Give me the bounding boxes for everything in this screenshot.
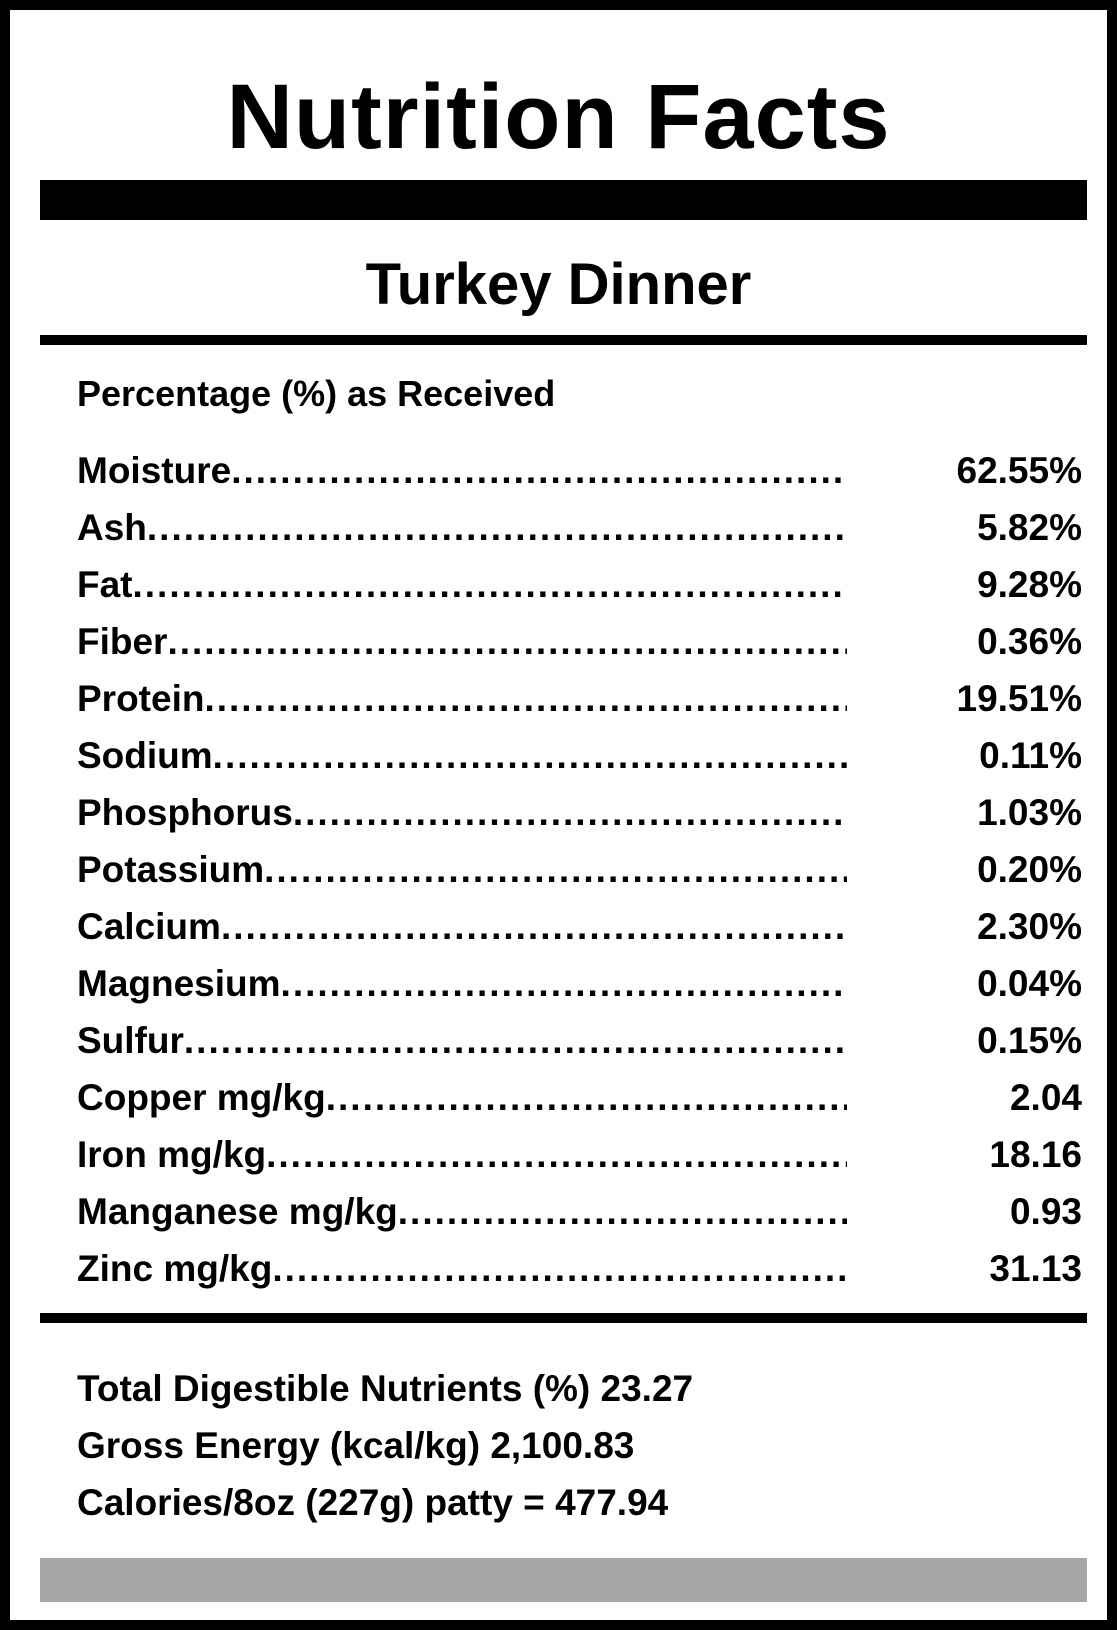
nutrient-row-protein (77, 670, 1082, 727)
nutrient-row-phosphorus (77, 784, 1082, 841)
nutrient-name: Sulfur (77, 1020, 184, 1061)
nutrient-row-copper (77, 1069, 1082, 1126)
nutrient-name: Manganese mg/kg (77, 1191, 398, 1232)
nutrient-value: 18.16 (989, 1134, 1082, 1175)
nutrient-row-magnesium (77, 955, 1082, 1012)
nutrient-value: 0.36% (977, 621, 1082, 662)
nutrient-row-iron (77, 1126, 1082, 1183)
nutrient-row-fat (77, 556, 1082, 613)
nutrient-row-manganese (77, 1183, 1082, 1240)
nutrient-value: 5.82% (977, 507, 1082, 548)
thick-divider (40, 180, 1087, 220)
nutrient-value: 0.11% (979, 735, 1082, 776)
nutrient-value: 0.20% (977, 849, 1082, 890)
nutrient-name: Ash (77, 507, 147, 548)
nutrient-row-potassium (77, 841, 1082, 898)
product-name: Turkey Dinner (365, 252, 752, 317)
nutrient-name: Calcium (77, 906, 221, 947)
nutrient-row-moisture (77, 442, 1082, 499)
nutrient-list (77, 442, 1082, 1297)
nutrient-row-calcium (77, 898, 1082, 955)
nutrient-name: Sodium (77, 735, 213, 776)
nutrient-value: 1.03% (977, 792, 1082, 833)
nutrient-name: Fat (77, 564, 133, 605)
nutrient-value: 0.15% (977, 1020, 1082, 1061)
nutrient-name: Phosphorus (77, 792, 293, 833)
nutrient-row-sodium (77, 727, 1082, 784)
nutrient-row-zinc (77, 1240, 1082, 1297)
gross-energy: Gross Energy (kcal/kg) 2,100.83 (77, 1425, 635, 1466)
divider-bottom (40, 1313, 1087, 1323)
nutrient-name: Moisture (77, 450, 232, 491)
divider-top (40, 335, 1087, 345)
nutrient-row-ash (77, 499, 1082, 556)
nutrient-name: Copper mg/kg (77, 1077, 326, 1118)
calories-per-patty: Calories/8oz (227g) patty = 477.94 (77, 1482, 669, 1523)
footer-bar (40, 1558, 1087, 1602)
total-digestible-nutrients: Total Digestible Nutrients (%) 23.27 (77, 1368, 694, 1409)
nutrient-name: Iron mg/kg (77, 1134, 267, 1175)
nutrient-value: 0.93 (1009, 1191, 1082, 1232)
nutrient-value: 19.51% (956, 678, 1082, 719)
summary-section (77, 1360, 693, 1531)
nutrient-value: 31.13 (989, 1248, 1082, 1289)
nutrient-value: 2.04 (1009, 1077, 1082, 1118)
nutrient-row-sulfur (77, 1012, 1082, 1069)
nutrient-name: Potassium (77, 849, 265, 890)
nutrient-value: 62.55% (956, 450, 1082, 491)
nutrient-value: 0.04% (977, 963, 1082, 1004)
nutrient-name: Protein (77, 678, 205, 719)
nutrient-name: Fiber (77, 621, 168, 662)
label-title: Nutrition Facts (226, 66, 891, 168)
nutrient-row-fiber (77, 613, 1082, 670)
nutrient-value: 9.28% (977, 564, 1082, 605)
nutrient-value: 2.30% (977, 906, 1082, 947)
nutrient-name: Magnesium (77, 963, 281, 1004)
section-heading: Percentage (%) as Received (77, 373, 556, 414)
nutrient-name: Zinc mg/kg (77, 1248, 273, 1289)
